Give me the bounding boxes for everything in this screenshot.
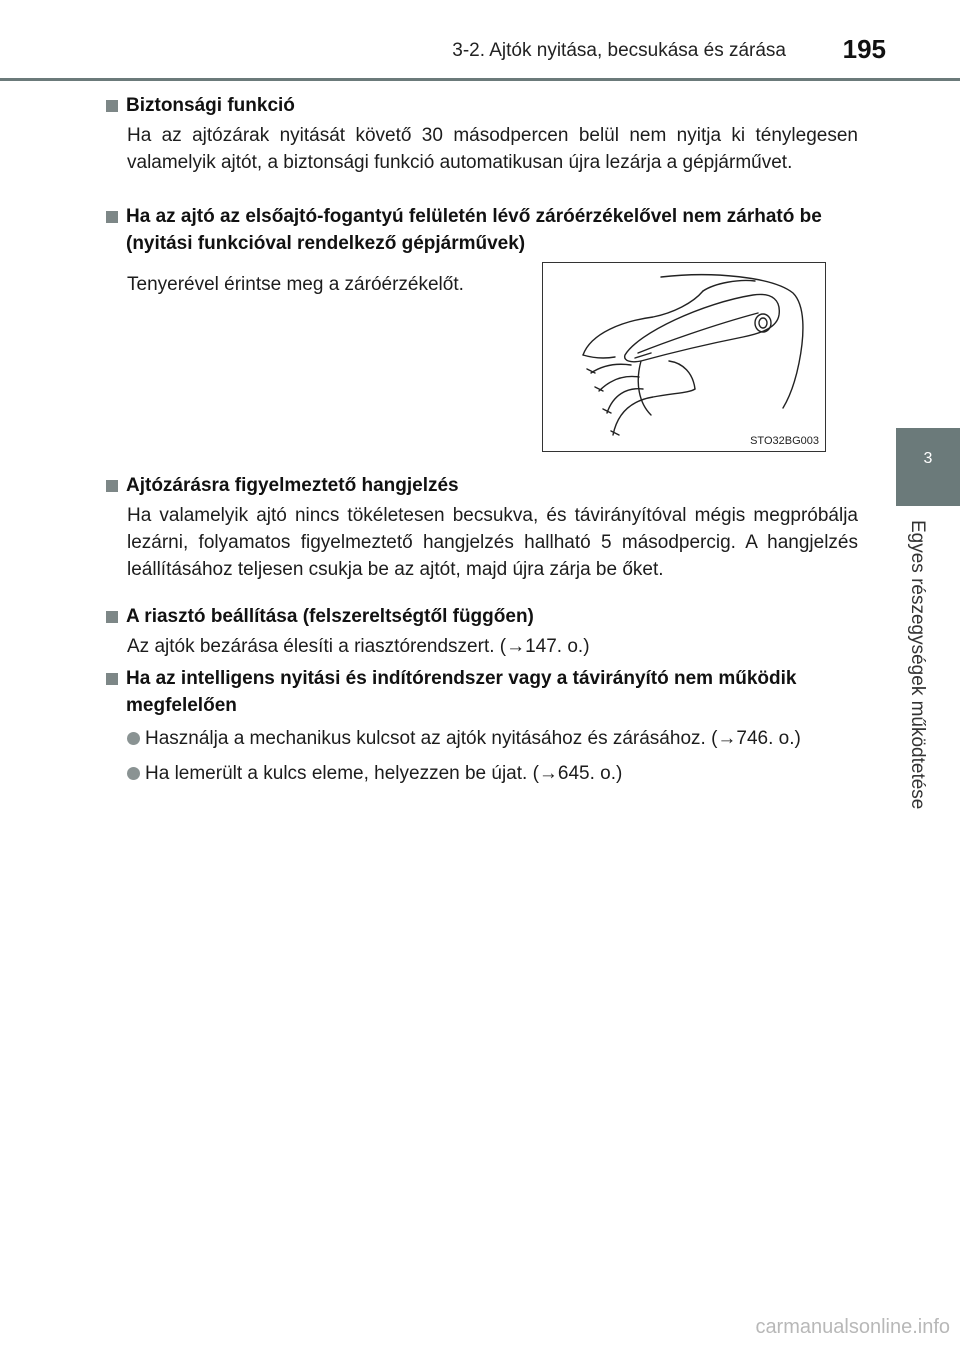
heading-text: Ajtózárásra figyelmeztető hangjelzés: [126, 475, 459, 496]
section-body: Tenyerével érintse meg a záróérzékelőt.: [127, 274, 464, 295]
heading-text: A riasztó beállítása (felszereltségtől függően): [126, 606, 534, 627]
square-bullet-icon: [106, 611, 118, 623]
heading-text: Ha az ajtó az elsőajtó-fogantyú felületén lévő záróérzékelővel nem zárható be (nyitási funkcióval rendelkező gépjárművek): [126, 206, 822, 254]
section-alarm: [106, 603, 858, 660]
round-bullet-icon: [127, 767, 140, 780]
heading-text: Biztonsági funkció: [126, 95, 295, 116]
door-handle-figure: [542, 262, 826, 452]
chapter-number: 3: [923, 450, 933, 467]
page-number: 195: [842, 34, 886, 64]
square-bullet-icon: [106, 480, 118, 492]
round-bullet-icon: [127, 732, 140, 745]
section-heading: [106, 665, 858, 719]
section-smart-key-malfunction: [106, 665, 858, 787]
heading-text: Ha az intelligens nyitási és indítórendszer vagy a távirányító nem működik megfelelően: [126, 668, 797, 716]
section-heading: [106, 92, 858, 119]
header-section-title: 3-2. Ajtók nyitása, becsukása és zárása: [452, 40, 786, 61]
list-item: [106, 760, 858, 787]
section-body: Az ajtók bezárása élesíti a riasztórendszert. (→147. o.): [127, 636, 590, 657]
list-item: [106, 725, 858, 752]
chapter-title: Egyes részegységek működtetése: [907, 520, 928, 810]
section-heading: [106, 603, 858, 630]
figure-code: STO32BG003: [750, 435, 819, 447]
chapter-tab: [896, 428, 960, 506]
section-body: Ha valamelyik ajtó nincs tökéletesen becsukva, és távirányítóval mégis megpróbálja lezárni, folyamatos figyelmeztető hangjelzés hallható 5 másodpercig. A hangjelzés leállításához teljesen csukja be az ajtót, majd újra zárja be őket.: [127, 505, 858, 580]
hand-on-door-handle-icon: [543, 263, 825, 451]
square-bullet-icon: [106, 673, 118, 685]
square-bullet-icon: [106, 211, 118, 223]
square-bullet-icon: [106, 100, 118, 112]
header-rule: [0, 78, 960, 81]
list-item-text: Használja a mechanikus kulcsot az ajtók nyitásához és zárásához. (→746. o.): [145, 728, 801, 749]
section-security-function: [106, 92, 858, 176]
section-warning-buzzer: [106, 472, 858, 583]
section-heading: [106, 203, 858, 257]
section-heading: [106, 472, 858, 499]
footer-watermark: carmanualsonline.info: [755, 1316, 950, 1338]
chapter-strip: [896, 506, 960, 1352]
section-body: Ha az ajtózárak nyitását követő 30 másodpercen belül nem nyitja ki ténylegesen valamelyik ajtót, a biztonsági funkció automatikusan újra lezárja a gépjárművet.: [127, 125, 858, 173]
list-item-text: Ha lemerült a kulcs eleme, helyezzen be újat. (→645. o.): [145, 763, 623, 784]
